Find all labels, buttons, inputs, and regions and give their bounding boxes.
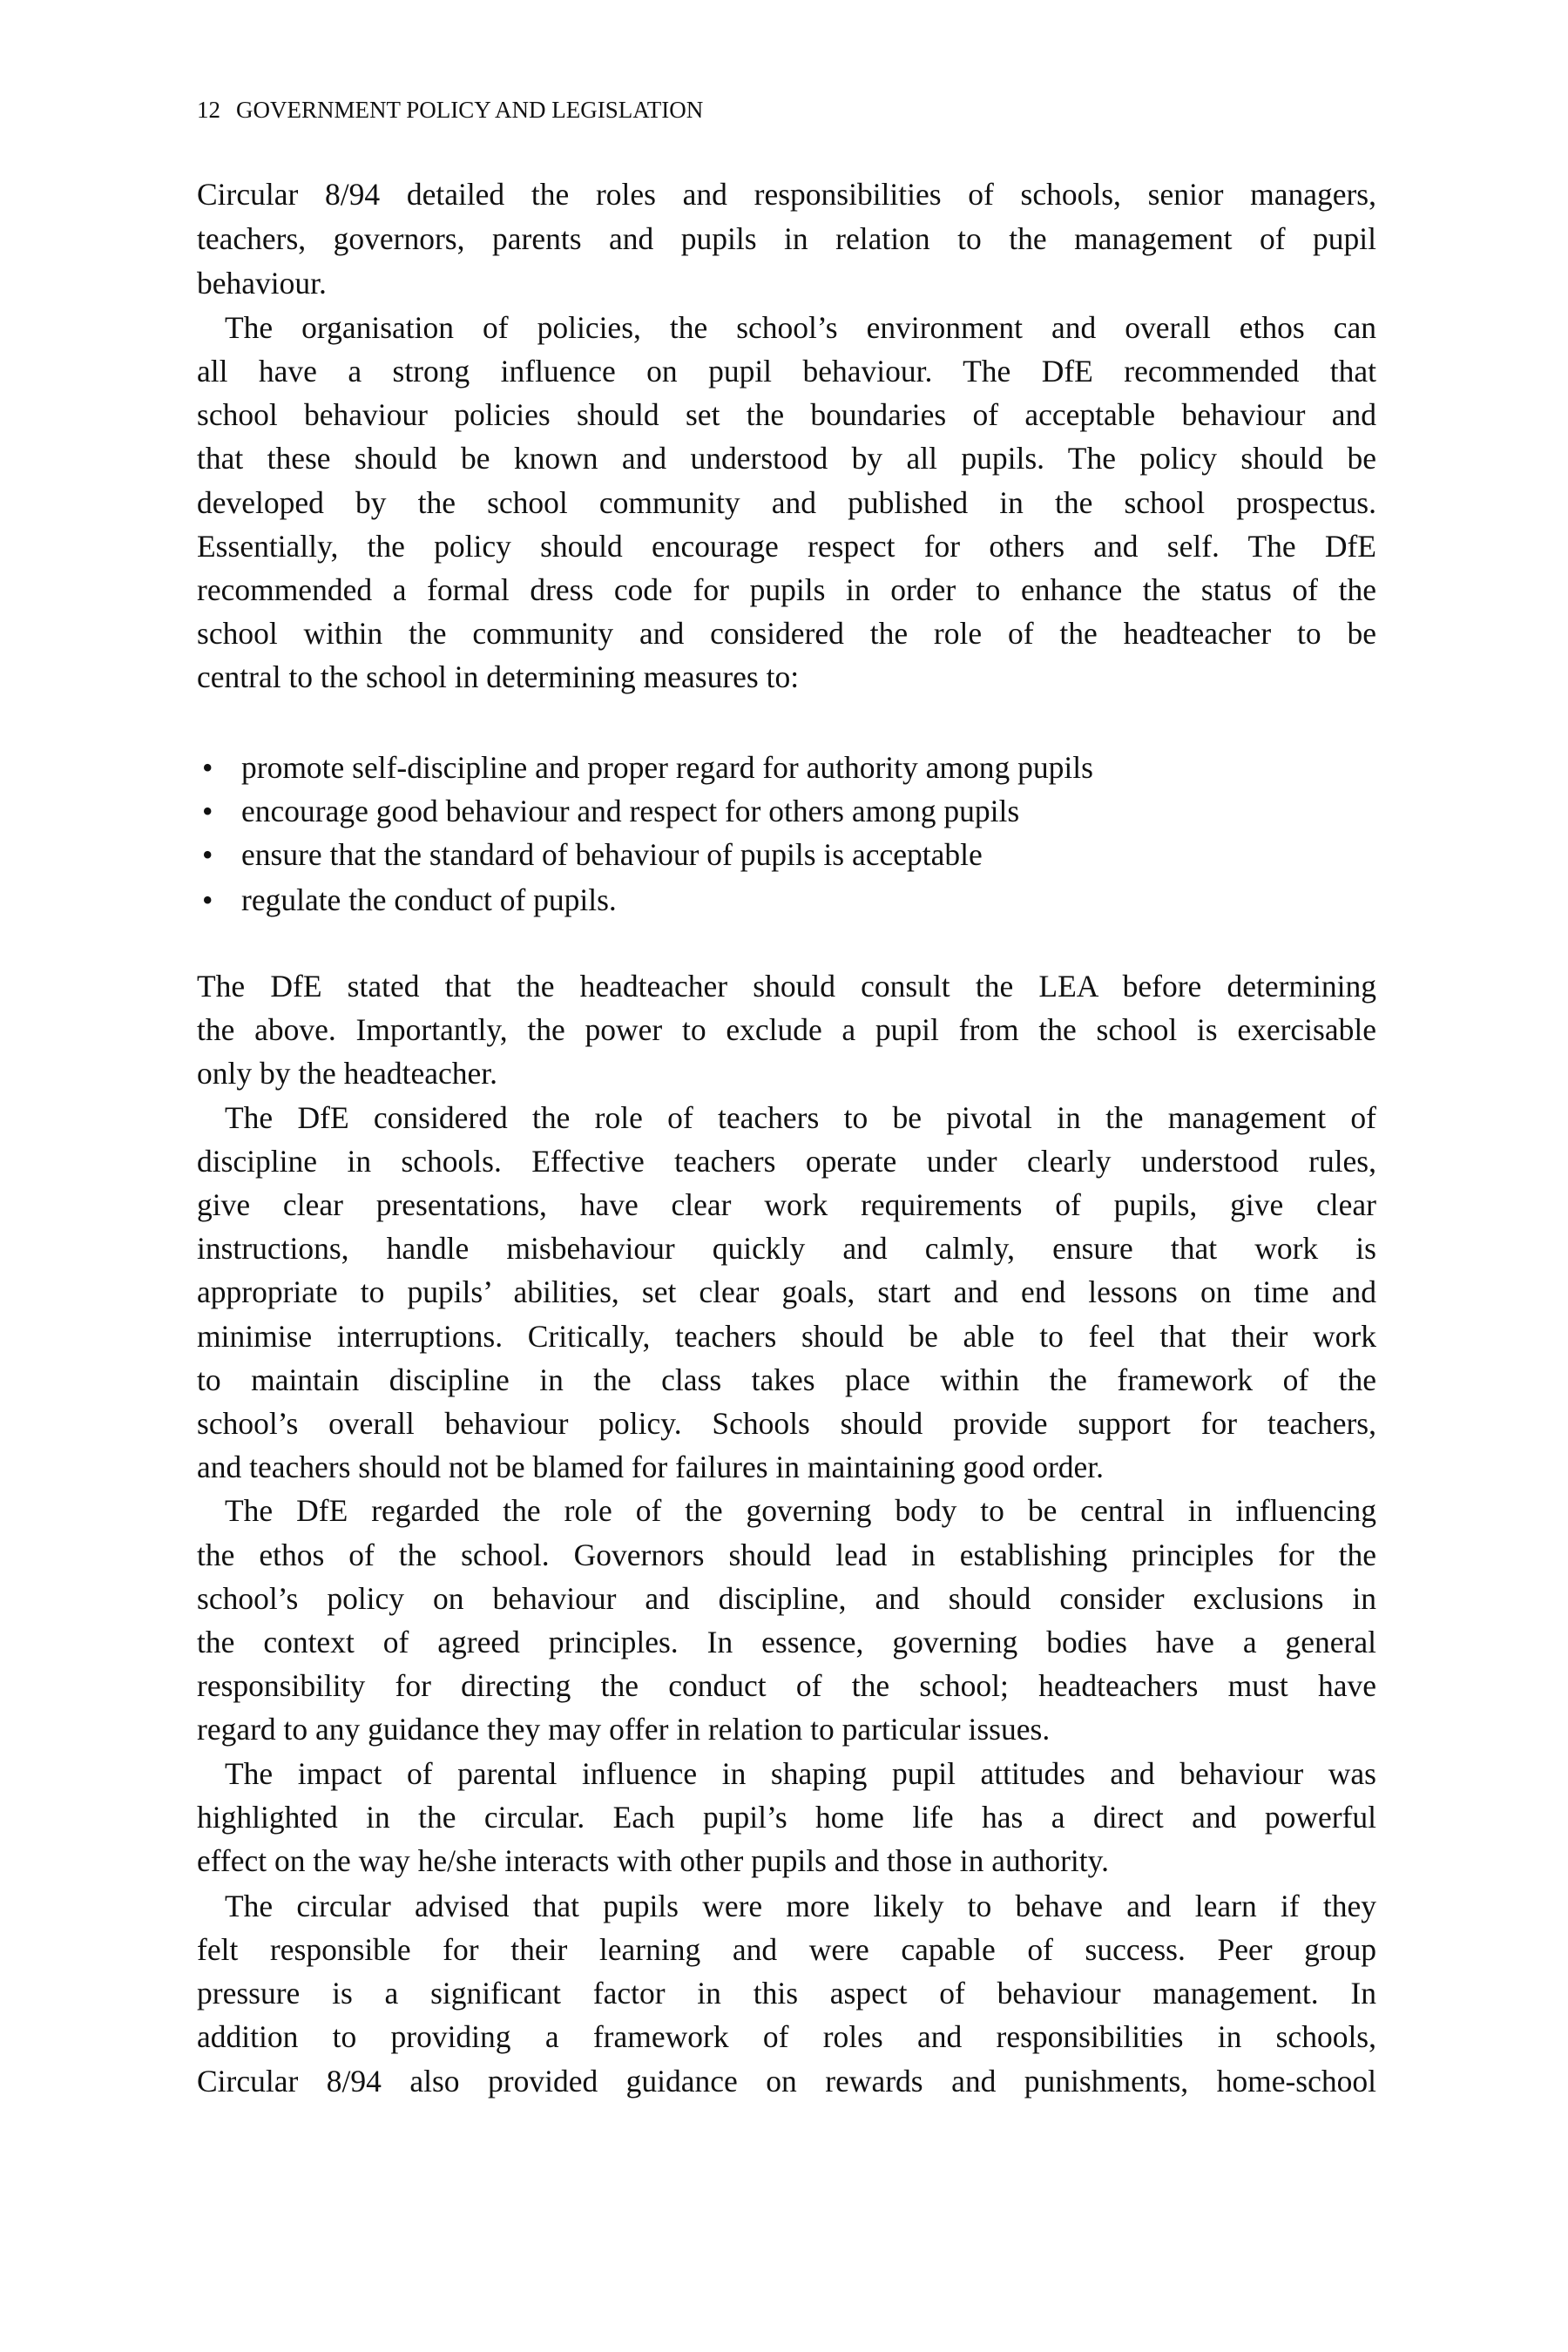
text-line: recommended a formal dress code for pupils in order to enhance the status of the <box>197 572 1376 607</box>
list-item <box>202 833 1376 876</box>
text-line: give clear presentations, have clear work requirements of pupils, give clear <box>197 1187 1376 1222</box>
text-line: only by the headteacher. <box>197 1056 497 1091</box>
list-item <box>202 878 1376 922</box>
bullet-icon: • <box>202 837 213 872</box>
text-line: school’s overall behaviour policy. Schools should provide support for teachers, <box>197 1406 1376 1441</box>
text-line: effect on the way he/she interacts with other pupils and those in authority. <box>197 1843 1109 1878</box>
text-line: behaviour. <box>197 266 327 301</box>
bullet-icon: • <box>202 882 213 917</box>
list-item-text: regulate the conduct of pupils. <box>241 882 617 917</box>
list-item-text: ensure that the standard of behaviour of pupils is acceptable <box>241 837 983 872</box>
text-line: minimise interruptions. Critically, teachers should be able to feel that their work <box>197 1319 1376 1354</box>
text-line: highlighted in the circular. Each pupil’s home life has a direct and powerful <box>197 1800 1376 1835</box>
text-line: The DfE regarded the role of the governing body to be central in influencing <box>225 1493 1376 1528</box>
text-line: and teachers should not be blamed for failures in maintaining good order. <box>197 1450 1105 1484</box>
text-line: developed by the school community and published in the school prospectus. <box>197 485 1376 520</box>
list-item <box>202 789 1376 833</box>
text-line: the ethos of the school. Governors should lead in establishing principles for the <box>197 1538 1376 1572</box>
text-line: teachers, governors, parents and pupils in relation to the management of pupil <box>197 221 1376 256</box>
text-line: discipline in schools. Effective teachers operate under clearly understood rules, <box>197 1144 1376 1179</box>
text-line: central to the school in determining measures to: <box>197 659 800 694</box>
running-head <box>197 97 703 124</box>
text-line: all have a strong influence on pupil behaviour. The DfE recommended that <box>197 354 1376 389</box>
list-item-text: promote self-discipline and proper regard for authority among pupils <box>241 750 1093 785</box>
page-number: 12 <box>197 97 220 123</box>
text-line: Essentially, the policy should encourage respect for others and self. The DfE <box>197 529 1376 564</box>
text-line: instructions, handle misbehaviour quickly and calmly, ensure that work is <box>197 1231 1376 1266</box>
text-line: The DfE considered the role of teachers to be pivotal in the management of <box>225 1100 1376 1135</box>
list-item-text: encourage good behaviour and respect for others among pupils <box>241 794 1020 828</box>
text-line: The circular advised that pupils were more likely to behave and learn if they <box>225 1889 1376 1923</box>
text-line: to maintain discipline in the class takes place within the framework of the <box>197 1362 1376 1397</box>
bullet-icon: • <box>202 794 213 828</box>
running-head-title: GOVERNMENT POLICY AND LEGISLATION <box>236 97 704 123</box>
text-line: The DfE stated that the headteacher should consult the LEA before determining <box>197 969 1376 1004</box>
text-line: regard to any guidance they may offer in relation to particular issues. <box>197 1712 1051 1747</box>
text-line: the above. Importantly, the power to exclude a pupil from the school is exercisable <box>197 1012 1376 1047</box>
text-line: school within the community and considered the role of the headteacher to be <box>197 616 1376 651</box>
bullet-icon: • <box>202 750 213 785</box>
text-line: Circular 8/94 detailed the roles and responsibilities of schools, senior managers, <box>197 177 1376 212</box>
text-line: The impact of parental influence in shaping pupil attitudes and behaviour was <box>225 1756 1376 1791</box>
text-line: addition to providing a framework of roles and responsibilities in schools, <box>197 2019 1376 2054</box>
text-line: that these should be known and understood by all pupils. The policy should be <box>197 441 1376 476</box>
text-line: school’s policy on behaviour and discipline, and should consider exclusions in <box>197 1581 1376 1616</box>
text-line: responsibility for directing the conduct of the school; headteachers must have <box>197 1668 1376 1703</box>
text-line: The organisation of policies, the school’s environment and overall ethos can <box>225 310 1376 345</box>
text-line: Circular 8/94 also provided guidance on rewards and punishments, home-school <box>197 2064 1376 2099</box>
text-line: appropriate to pupils’ abilities, set clear goals, start and end lessons on time and <box>197 1274 1376 1309</box>
text-line: felt responsible for their learning and were capable of success. Peer group <box>197 1932 1376 1967</box>
text-line: school behaviour policies should set the boundaries of acceptable behaviour and <box>197 397 1376 432</box>
list-item <box>202 746 1376 789</box>
text-line: pressure is a significant factor in this aspect of behaviour management. In <box>197 1976 1376 2011</box>
text-line: the context of agreed principles. In essence, governing bodies have a general <box>197 1625 1376 1659</box>
